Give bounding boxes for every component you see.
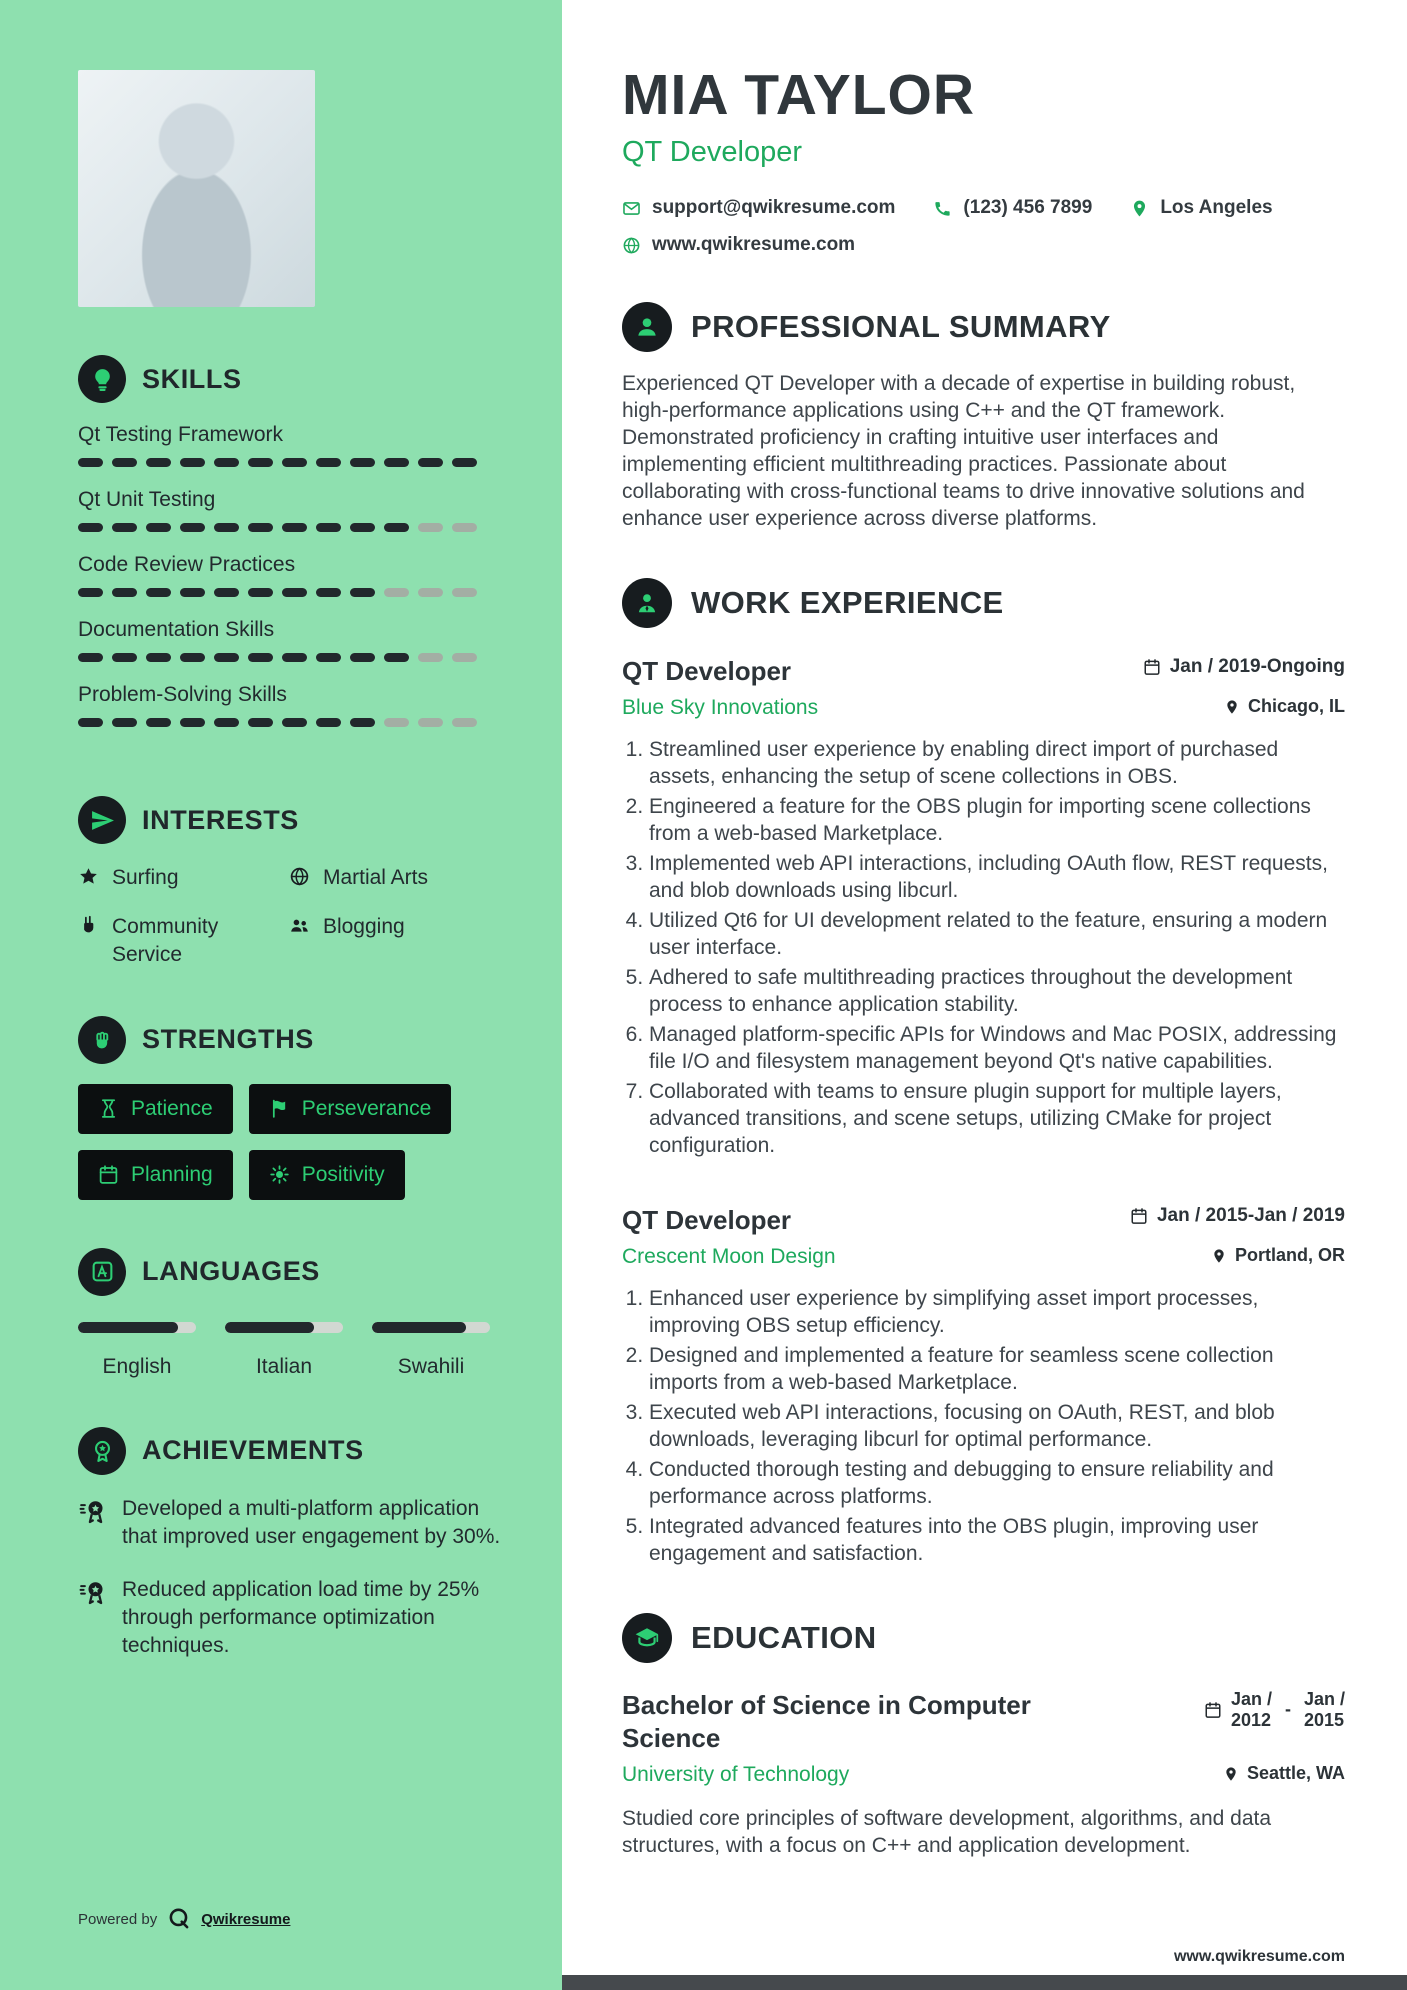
summary-section (622, 302, 1345, 532)
skill-level-bar (78, 458, 506, 467)
medal-icon (78, 1497, 108, 1527)
job-bullet: 4. Utilized Qt6 for UI development related to the feature, ensuring a modern user interface. (649, 907, 1345, 961)
skill-level-bar (78, 718, 506, 727)
experience-section (622, 578, 1345, 1567)
languages-section-header (78, 1248, 506, 1296)
graduation-cap-icon (622, 1613, 672, 1663)
job-bullet-list (622, 736, 1345, 1159)
skill-level-bar (78, 523, 506, 532)
powered-by-footer: Powered by Qwikresume (78, 1906, 506, 1938)
calendar-icon (1143, 658, 1161, 676)
strengths-list (78, 1084, 506, 1200)
skill-item: Code Review Practices (78, 553, 506, 597)
experience-title: WORK EXPERIENCE (691, 585, 1004, 620)
job-bullet: 2. Designed and implemented a feature for seamless scene collection imports from a web-based Marketplace. (649, 1342, 1345, 1396)
skills-list (78, 423, 506, 748)
skill-item: Problem-Solving Skills (78, 683, 506, 727)
achievements-title: ACHIEVEMENTS (142, 1435, 364, 1466)
summary-title: PROFESSIONAL SUMMARY (691, 309, 1111, 344)
contact-email: support@qwikresume.com (622, 197, 895, 219)
job-location: Chicago, IL (1224, 696, 1345, 717)
hourglass-icon (98, 1098, 119, 1119)
calendar-icon (1204, 1701, 1222, 1719)
pin-icon (1223, 1766, 1239, 1782)
interest-label: Blogging (322, 915, 405, 939)
language-level-bar (372, 1322, 490, 1333)
language-icon (78, 1248, 126, 1296)
footer-url: www.qwikresume.com (1173, 1948, 1345, 1965)
job-bullet: 2. Engineered a feature for the OBS plugin for importing scene collections from a web-based Marketplace. (649, 793, 1345, 847)
job-title: QT Developer (622, 656, 792, 686)
qwikresume-logo-icon (166, 1906, 192, 1932)
fist-icon (78, 1016, 126, 1064)
phone-icon (933, 199, 952, 218)
job-bullet: 1. Streamlined user experience by enabling direct import of purchased assets, enhancing the setup of scene collections in OBS. (649, 736, 1345, 790)
contact-website[interactable]: www.qwikresume.com (622, 234, 855, 256)
lightbulb-icon (78, 355, 126, 403)
job-dates: Jan / 2019-Ongoing (1143, 656, 1345, 678)
pin-icon (1224, 699, 1240, 715)
hand-icon (78, 915, 99, 936)
skill-level-bar (78, 653, 506, 662)
achievement-item: Reduced application load time by 25% through performance optimization techniques. (78, 1576, 506, 1659)
language-level-bar (225, 1322, 343, 1333)
company-name: Blue Sky Innovations (622, 696, 819, 719)
strengths-section-header (78, 1016, 506, 1064)
interest-item (289, 864, 506, 891)
company-name: Crescent Moon Design (622, 1245, 836, 1268)
candidate-name: MIA TAYLOR (622, 63, 976, 127)
skills-section-header (78, 355, 506, 403)
interest-item (78, 913, 279, 968)
medal-icon (78, 1578, 108, 1608)
school-name: University of Technology (622, 1763, 850, 1786)
calendar-icon (1130, 1207, 1148, 1225)
degree-name: Bachelor of Science in Computer Science (622, 1690, 1031, 1753)
strength-tag: Perseverance (249, 1084, 452, 1134)
main-content (562, 0, 1407, 1990)
achievement-item: Developed a multi-platform application that improved user engagement by 30%. (78, 1495, 506, 1550)
globe-icon (622, 236, 641, 255)
interest-item (78, 864, 279, 891)
language-item: Swahili (372, 1322, 490, 1379)
star-icon (78, 866, 99, 887)
interests-section-header (78, 796, 506, 844)
users-icon (289, 915, 310, 936)
sidebar (0, 0, 562, 1990)
skill-level-bar (78, 588, 506, 597)
badge-icon (78, 1427, 126, 1475)
language-item: Italian (225, 1322, 343, 1379)
job-entry (622, 656, 1345, 1159)
education-entry (622, 1689, 1345, 1859)
job-bullet: 1. Enhanced user experience by simplifying asset import processes, improving OBS setup efficiency. (649, 1285, 1345, 1339)
skills-title: SKILLS (142, 363, 242, 394)
interests-title: INTERESTS (142, 804, 299, 835)
strength-tag: Planning (78, 1150, 233, 1200)
interest-label: Martial Arts (322, 866, 428, 889)
job-bullet: 5. Integrated advanced features into the OBS plugin, improving user engagement and satisfaction. (649, 1513, 1345, 1567)
achievements-list (78, 1495, 506, 1686)
skill-item: Documentation Skills (78, 618, 506, 662)
education-dates: Jan / 2012 - Jan / 2015 (1204, 1689, 1345, 1730)
pin-icon (1130, 199, 1149, 218)
job-bullet: 4. Conducted thorough testing and debugging to ensure reliability and performance across platforms. (649, 1456, 1345, 1510)
pin-icon (1211, 1248, 1227, 1264)
sun-icon (269, 1164, 290, 1185)
skill-item: Qt Unit Testing (78, 488, 506, 532)
job-bullet: 3. Executed web API interactions, focusing on OAuth, REST, and blob downloads, leveraging libcurl for optimal performance. (649, 1399, 1345, 1453)
languages-list (78, 1322, 506, 1379)
education-description: Studied core principles of software development, algorithms, and data structures, with a focus on C++ and application development. (622, 1807, 1272, 1857)
job-bullet: 6. Managed platform-specific APIs for Windows and Mac POSIX, addressing file I/O and filesystem management beyond Qt's native capabilities. (649, 1021, 1345, 1075)
mail-icon (622, 199, 641, 218)
languages-title: LANGUAGES (142, 1256, 320, 1287)
contact-location: Los Angeles (1130, 197, 1272, 219)
calendar-icon (98, 1164, 119, 1185)
paper-plane-icon (78, 796, 126, 844)
job-bullet: 5. Adhered to safe multithreading practices throughout the development process to enhance application stability. (649, 964, 1345, 1018)
job-title: QT Developer (622, 1205, 792, 1235)
education-location: Seattle, WA (1223, 1763, 1345, 1784)
job-location: Portland, OR (1211, 1245, 1345, 1266)
contact-info (622, 197, 1345, 256)
job-dates: Jan / 2015-Jan / 2019 (1130, 1205, 1345, 1227)
qwikresume-link[interactable]: Qwikresume (201, 1910, 291, 1928)
interests-list (78, 864, 506, 968)
strength-tag: Patience (78, 1084, 233, 1134)
person-icon (622, 302, 672, 352)
job-bullet: 7. Collaborated with teams to ensure plugin support for multiple layers, advanced transitions, and scene setups, utilizing CMake for project configuration. (649, 1078, 1345, 1159)
achievements-section-header (78, 1427, 506, 1475)
candidate-title: QT Developer (622, 136, 802, 168)
education-title: EDUCATION (691, 1620, 877, 1655)
education-section (622, 1613, 1345, 1859)
language-level-bar (78, 1322, 196, 1333)
job-bullet: 3. Implemented web API interactions, including OAuth flow, REST requests, and blob downloads using libcurl. (649, 850, 1345, 904)
interest-label: Community Service (112, 915, 219, 966)
flag-icon (269, 1098, 290, 1119)
profile-photo (78, 70, 315, 307)
contact-phone: (123) 456 7899 (933, 197, 1092, 219)
interest-label: Surfing (112, 866, 179, 889)
strength-tag: Positivity (249, 1150, 405, 1200)
skill-item: Qt Testing Framework (78, 423, 506, 467)
job-entry (622, 1205, 1345, 1567)
summary-text: Experienced QT Developer with a decade of expertise in building robust, high-performance applications using C++ and the QT framework. Demonstrated proficiency in crafting intuitive user interfaces and implementing efficient multithreading practices. Passionate about collaborating with cross-functional teams to drive innovative solutions and enhance user experience across diverse platforms. (622, 372, 1305, 530)
globe-icon (289, 866, 310, 887)
bottom-bar (562, 1975, 1407, 1990)
interest-item (289, 913, 506, 968)
work-experience-icon (622, 578, 672, 628)
language-item: English (78, 1322, 196, 1379)
strengths-title: STRENGTHS (142, 1024, 314, 1055)
job-bullet-list (622, 1285, 1345, 1567)
